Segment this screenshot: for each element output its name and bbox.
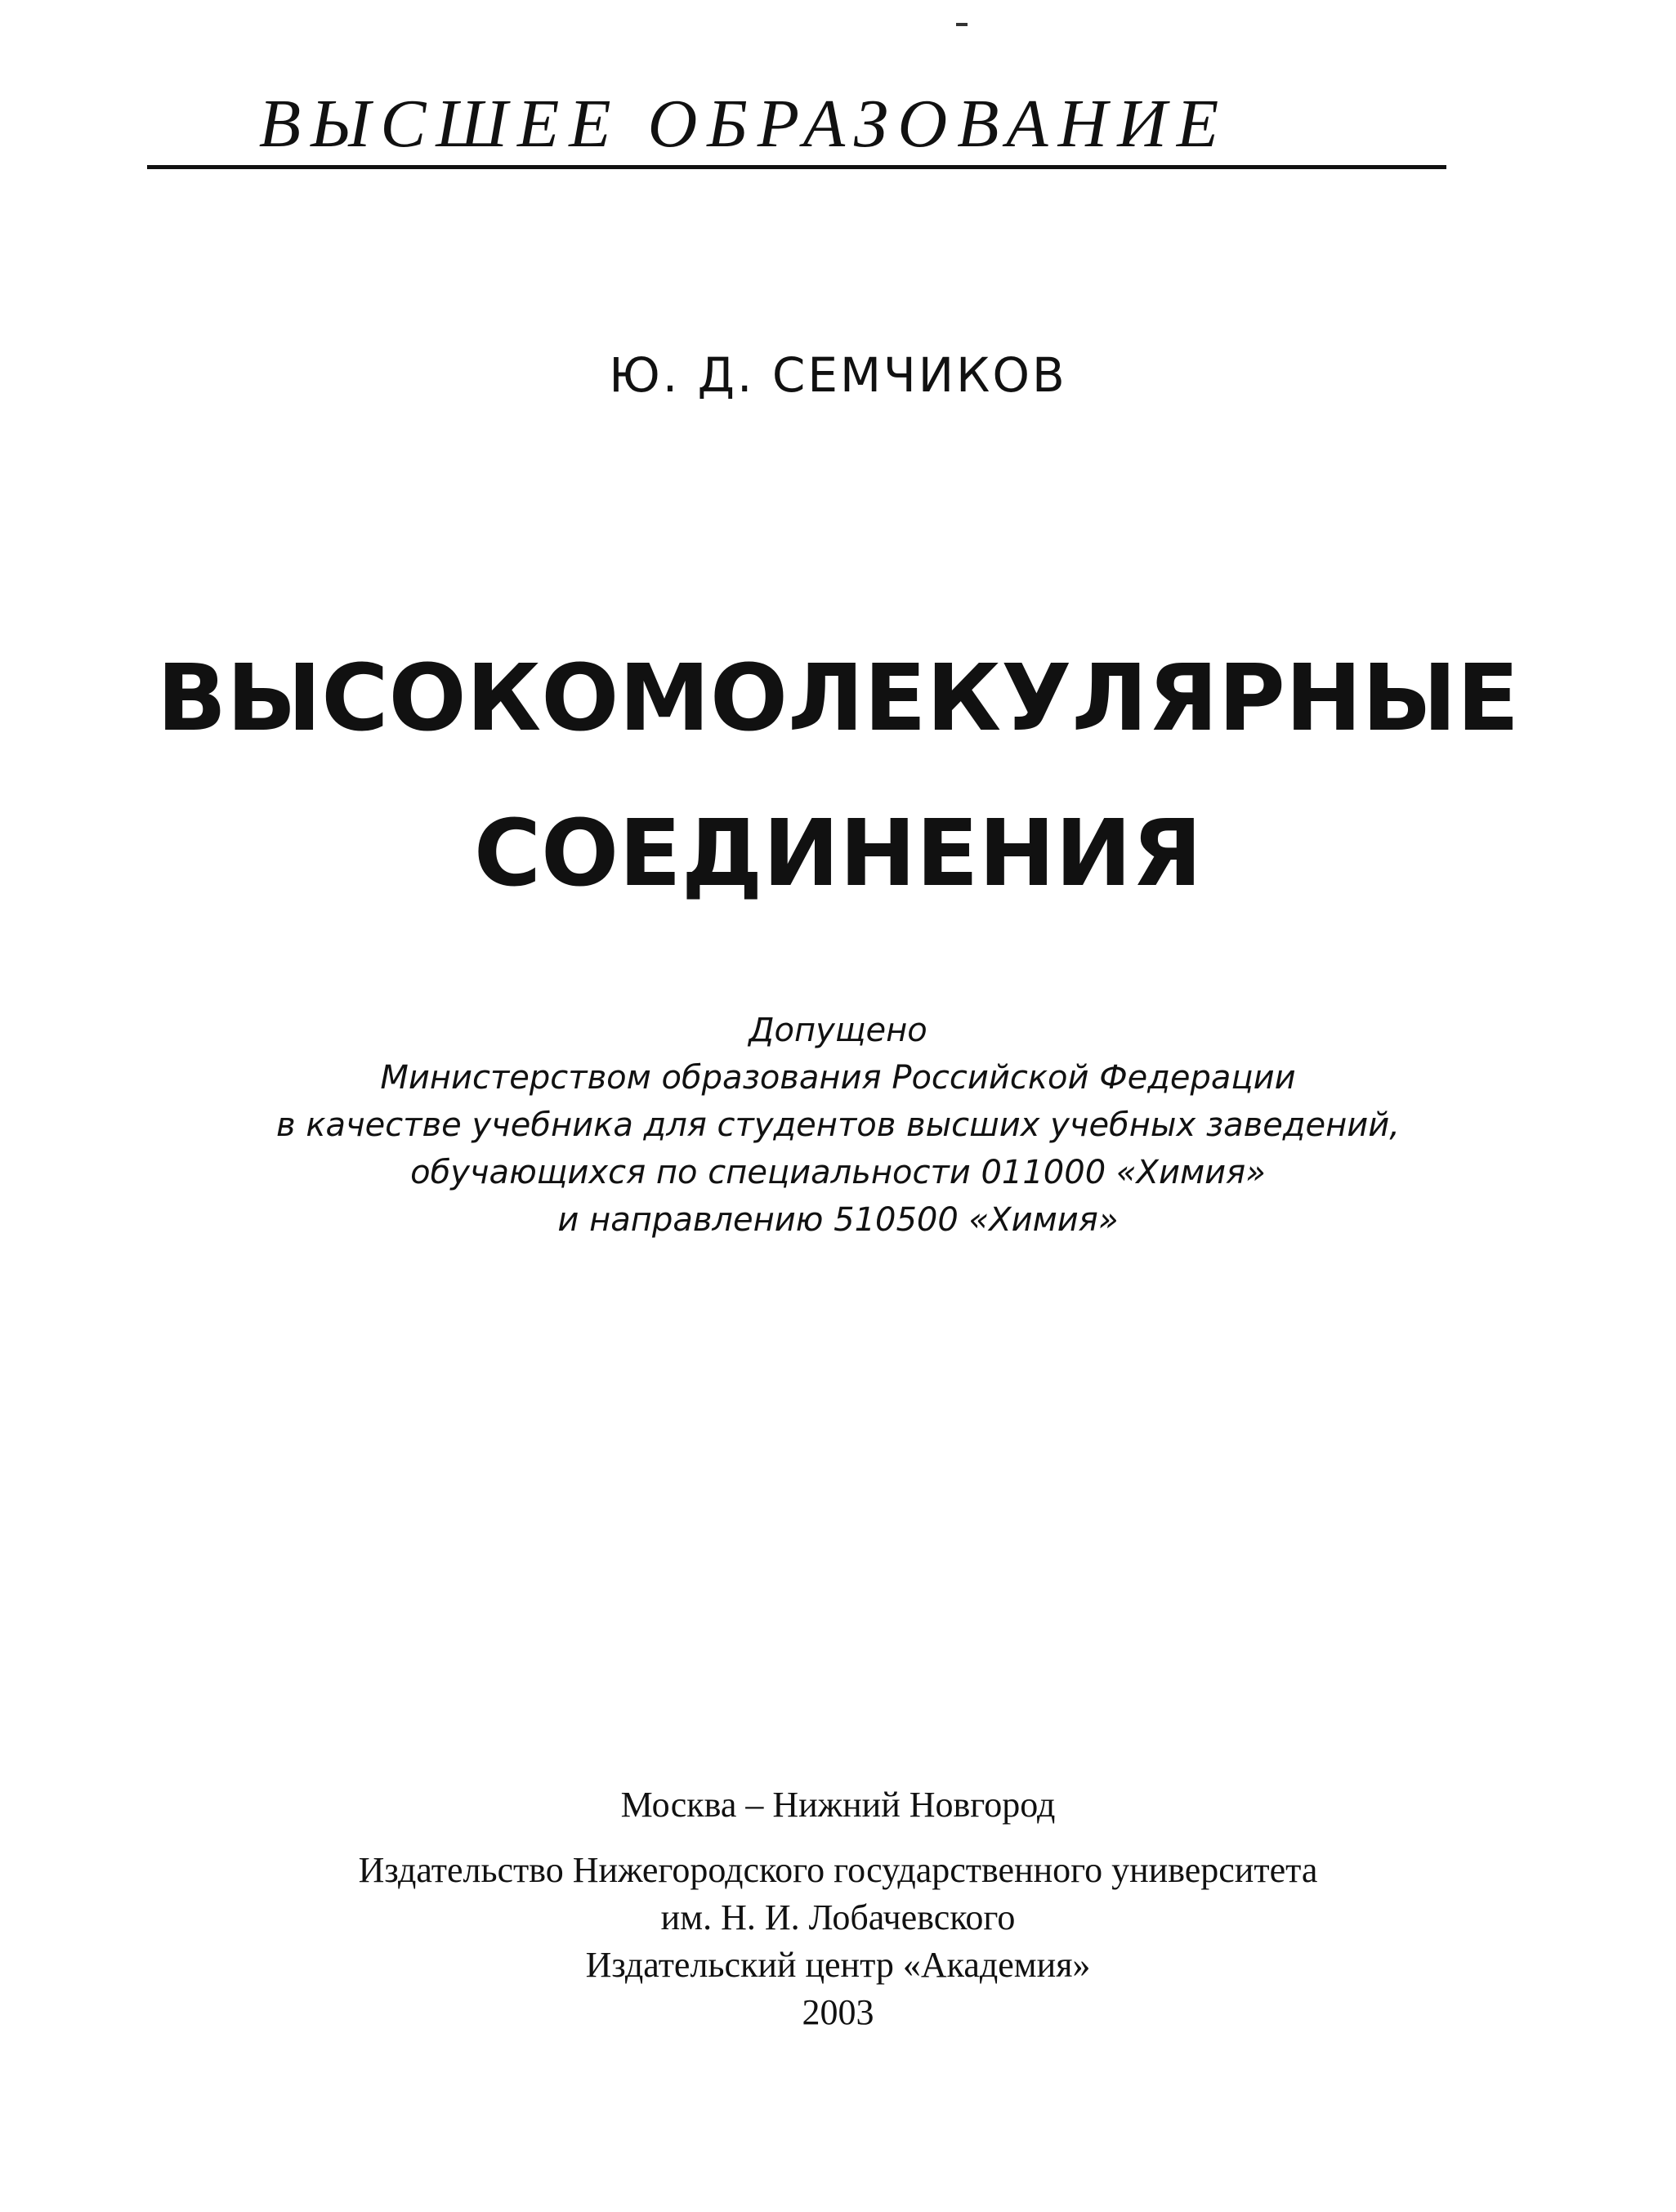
publisher-line: Издательский центр «Академия»	[585, 1945, 1091, 1985]
publisher-line: Издательство Нижегородского государственного университета	[358, 1850, 1318, 1890]
approval-line: обучающихся по специальности 011000 «Химия»	[410, 1154, 1266, 1191]
approval-statement	[0, 1007, 1676, 1244]
approval-line: Допущено	[749, 1012, 927, 1049]
series-divider	[147, 165, 1446, 169]
imprint	[0, 1781, 1676, 2036]
publication-year: 2003	[802, 1992, 874, 2032]
approval-line: Министерством образования Российской Федерации	[380, 1059, 1296, 1097]
book-title-line-1: ВЫСОКОМОЛЕКУЛЯРНЫЕ	[156, 646, 1520, 752]
book-title-line-2: СОЕДИНЕНИЯ	[473, 801, 1203, 907]
book-title	[0, 621, 1676, 932]
author-name: Ю. Д. СЕМЧИКОВ	[609, 347, 1067, 403]
approval-line: в качестве учебника для студентов высших учебных заведений,	[276, 1106, 1400, 1144]
scan-artifact	[956, 23, 968, 26]
approval-line: и направлению 510500 «Химия»	[557, 1201, 1119, 1239]
imprint-city: Москва – Нижний Новгород	[620, 1785, 1056, 1825]
publisher-line: им. Н. И. Лобачевского	[660, 1897, 1016, 1937]
series-title: ВЫСШЕЕ ОБРАЗОВАНИЕ	[258, 86, 1229, 162]
